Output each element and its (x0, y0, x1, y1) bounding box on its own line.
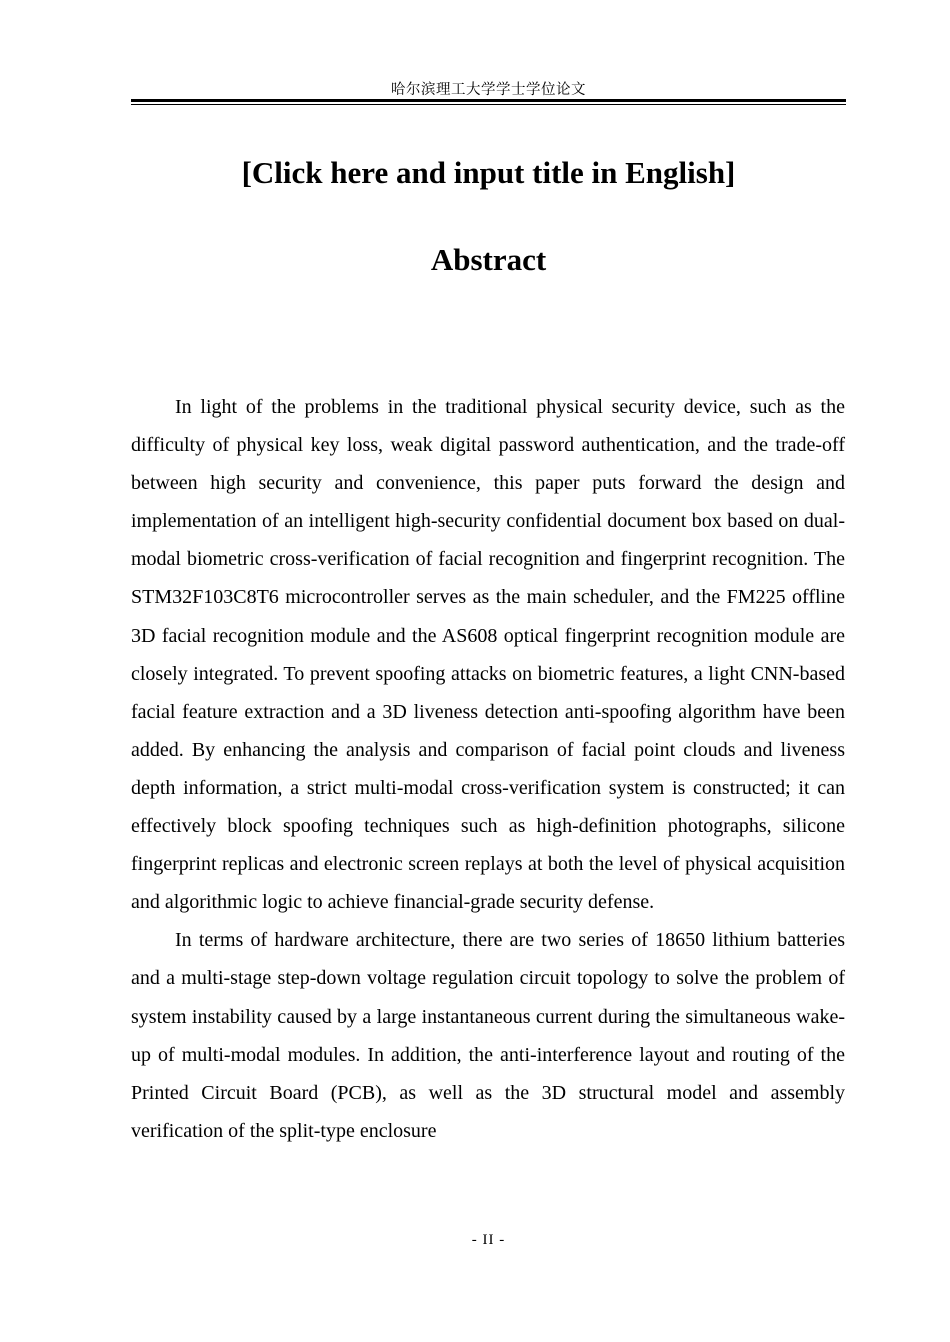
header-rule-thick (131, 99, 846, 102)
running-header: 哈尔滨理工大学学士学位论文 (391, 82, 586, 98)
abstract-paragraph: In light of the problems in the traditional physical security device, such as the difficulty of physical key loss, weak digital password authentication, and the trade-off between high security and convenience, this paper puts forward the design and implementation of an intelligent high-security confidential document box based on dual-modal biometric cross-verification of facial recognition and fingerprint recognition. The STM32F103C8T6 microcontroller serves as the main scheduler, and the FM225 offline 3D facial recognition module and the AS608 optical fingerprint recognition module are closely integrated. To prevent spoofing attacks on biometric features, a light CNN-based facial feature extraction and a 3D liveness detection anti-spoofing algorithm have been added. By enhancing the analysis and comparison of facial point clouds and liveness depth information, a strict multi-modal cross-verification system is constructed; it can effectively block spoofing techniques such as high-definition photographs, silicone fingerprint replicas and electronic screen replays at both the level of physical acquisition and algorithmic logic to achieve financial-grade security defense. (131, 396, 845, 914)
thesis-title: [Click here and input title in English] (241, 155, 736, 190)
abstract-paragraph: In terms of hardware architecture, there are two series of 18650 lithium batteries and a multi-stage step-down voltage regulation circuit topology to solve the problem of system instability caused by a large instantaneous current during the simultaneous wake-up of multi-modal modules. In addition, the anti-interference layout and routing of the Printed Circuit Board (PCB), as well as the 3D structural model and assembly verification of the split-type enclosure (131, 929, 845, 1142)
abstract-heading: Abstract (430, 242, 547, 277)
page-number: - II - (471, 1232, 506, 1248)
header-rule-thin (131, 104, 846, 105)
abstract-body (131, 388, 845, 1150)
